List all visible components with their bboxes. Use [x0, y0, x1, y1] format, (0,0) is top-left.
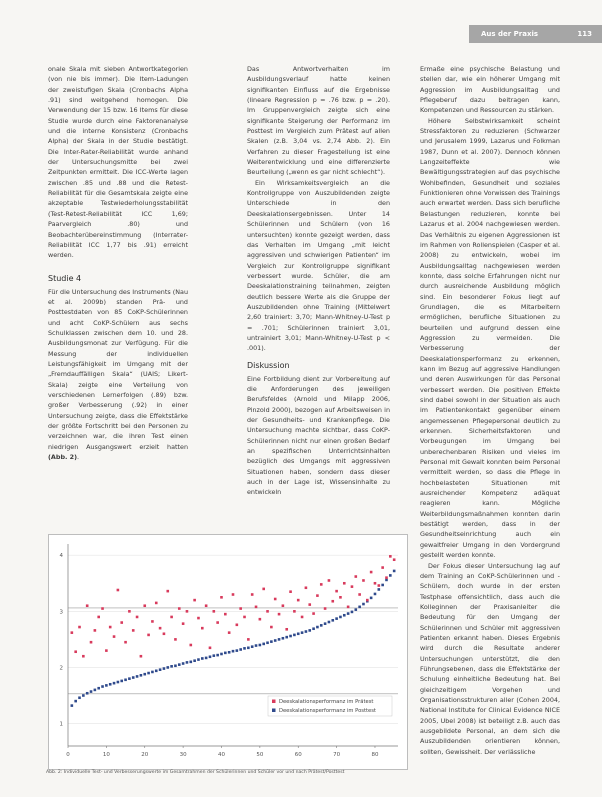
data-point-posttest — [140, 655, 143, 658]
data-point-pretest — [324, 622, 327, 625]
data-point-pretest — [174, 664, 177, 667]
data-point-pretest — [270, 640, 273, 643]
paragraph — [48, 287, 188, 463]
data-point-posttest — [362, 579, 365, 582]
data-point-posttest — [105, 649, 108, 652]
data-point-posttest — [170, 616, 173, 619]
data-point-posttest — [109, 626, 112, 629]
data-point-posttest — [120, 621, 123, 624]
data-point-pretest — [159, 668, 162, 671]
data-point-posttest — [259, 618, 262, 621]
data-point-pretest — [224, 652, 227, 655]
data-point-posttest — [274, 598, 277, 601]
data-point-pretest — [251, 645, 254, 648]
data-point-pretest — [71, 704, 74, 707]
data-point-posttest — [97, 616, 100, 619]
data-point-posttest — [113, 635, 116, 638]
data-point-posttest — [86, 604, 89, 607]
data-point-posttest — [232, 593, 235, 596]
data-point-pretest — [351, 611, 354, 614]
data-point-posttest — [178, 607, 181, 610]
data-point-pretest — [101, 685, 104, 688]
data-point-posttest — [270, 626, 273, 629]
data-point-posttest — [124, 641, 127, 644]
data-point-posttest — [74, 650, 77, 653]
data-point-posttest — [266, 610, 269, 613]
data-point-posttest — [189, 644, 192, 647]
data-point-posttest — [174, 638, 177, 641]
data-point-posttest — [155, 602, 158, 605]
data-point-posttest — [324, 607, 327, 610]
data-point-posttest — [335, 590, 338, 593]
paragraph: Ermaße eine psychische Belastung und stellen dar, wie ein höherer Umgang mit Aggression im Ausbildungsalltag und Pflegeberuf dazu beitragen kann, Kompetenzen und Ressourcen zu stärken. — [420, 65, 560, 115]
data-point-posttest — [166, 590, 169, 593]
data-point-pretest — [228, 651, 231, 654]
paragraph: Ein Wirksamkeitsvergleich an die Kontrollgruppe von Auszubildenden zeigte Unterschiede in den Deeskalationsergebnissen. Unter 14 Schülerinnen und Schülern (von 16 untersuchten) konnte gezeigt werden, dass das Verhalten im Umgang „mit leicht aggressiven und schwierigen Patienten“ im Vergleich zur Kontrollgruppe signifikant verbessert wurde. Schüler, die am Deeskalationstraining teilnahmen, zeigten deutlich bessere Werte als die Gruppe der Auszubildenden ohne Training (Mittelwert 2,60 trainiert: 3,70; Mann-Whitney-U-Test p = .701; Schülerinnen trainiert 3,01, untrainiert 3,01; Mann-Whitney-U-Test p < .001). — [247, 178, 390, 353]
data-point-pretest — [262, 643, 265, 646]
data-point-pretest — [293, 634, 296, 637]
figure-caption: Abb. 2: Individuelle Test- und Verbesserungswerte im Gesamtrahmen der Schülerinnen und Schüler vor und nach Prätest/Posttest — [46, 770, 345, 775]
figure-scatter-chart — [48, 534, 408, 774]
y-tick-label: 2 — [59, 665, 63, 672]
data-point-posttest — [147, 634, 150, 637]
data-point-pretest — [393, 570, 396, 573]
data-point-pretest — [82, 694, 85, 697]
data-point-pretest — [385, 579, 388, 582]
data-point-posttest — [159, 627, 162, 630]
data-point-posttest — [201, 627, 204, 630]
data-point-pretest — [354, 608, 357, 611]
data-point-pretest — [113, 682, 116, 685]
data-point-posttest — [308, 603, 311, 606]
scatter-chart — [48, 534, 408, 770]
data-point-pretest — [213, 654, 216, 657]
text-column-2 — [247, 64, 390, 532]
data-point-pretest — [193, 659, 196, 662]
data-point-posttest — [143, 604, 146, 607]
data-point-posttest — [374, 582, 377, 585]
data-point-pretest — [124, 678, 127, 681]
data-point-pretest — [147, 672, 150, 675]
data-point-pretest — [216, 654, 219, 657]
data-point-pretest — [289, 635, 292, 638]
data-point-posttest — [389, 555, 392, 558]
chart-legend — [268, 696, 392, 716]
data-point-pretest — [320, 624, 323, 627]
data-point-pretest — [316, 626, 319, 629]
data-point-posttest — [370, 571, 373, 574]
data-point-posttest — [197, 617, 200, 620]
data-point-pretest — [312, 627, 315, 630]
legend-swatch — [272, 709, 276, 713]
data-point-pretest — [136, 675, 139, 678]
figure-reference: (Abb. 2) — [48, 453, 78, 462]
data-point-posttest — [193, 599, 196, 602]
data-point-pretest — [239, 648, 242, 651]
section-heading-studie-4: Studie 4 — [48, 273, 82, 283]
paragraph-end: . — [77, 453, 80, 462]
x-tick-label: 70 — [333, 752, 341, 758]
data-point-posttest — [247, 638, 250, 641]
section-heading-diskussion: Diskussion — [247, 360, 290, 370]
data-point-posttest — [182, 622, 185, 625]
x-tick-label: 0 — [66, 752, 70, 758]
x-tick-label: 30 — [179, 752, 187, 758]
legend-label: Deeskalationsperformanz im Posttest — [279, 708, 376, 714]
data-point-pretest — [201, 657, 204, 660]
data-point-posttest — [289, 590, 292, 593]
data-point-posttest — [366, 599, 369, 602]
data-point-pretest — [362, 603, 365, 606]
data-point-posttest — [339, 596, 342, 599]
x-tick-label: 40 — [217, 752, 225, 758]
data-point-pretest — [209, 655, 212, 658]
data-point-posttest — [354, 575, 357, 578]
data-point-pretest — [155, 670, 158, 673]
data-point-pretest — [74, 700, 77, 703]
data-point-posttest — [209, 647, 212, 650]
data-point-pretest — [132, 676, 135, 679]
data-point-posttest — [82, 655, 85, 658]
data-point-pretest — [140, 674, 143, 677]
data-point-posttest — [343, 582, 346, 585]
text-column-3 — [420, 64, 560, 784]
data-point-posttest — [320, 583, 323, 586]
data-point-pretest — [86, 692, 89, 695]
data-point-posttest — [312, 612, 315, 615]
section-tab — [469, 25, 602, 43]
data-point-posttest — [393, 558, 396, 561]
data-point-pretest — [378, 588, 381, 591]
section-label: Aus der Praxis — [481, 30, 539, 38]
data-point-pretest — [370, 597, 373, 600]
paragraph-text: Für die Untersuchung des Instruments (Nau et al. 2009b) standen Prä- und Posttestdaten von 85 CoKP-Schülerinnen und acht CoKP-Schülern aus sechs Schulklassen zwischen dem 10. und 28. Ausbildungsmonat zur Verfügung. Für die Messung der individuellen Leistungsfähigkeit im Umgang mit der „Fremdauffälligen Skala“ (UAIS; Likert-Skala) zeigte eine Verteilung von verschiedenen Lernerfolgen (.89) bzw. großer Verbesserung (.92) in einer Untersuchung zeigte, dass die Effektstärke der größte Fortschritt bei den Personen zu verzeichnen war, die ihren Test einen niedrigen Ausgangswert erzielt hatten — [48, 287, 188, 451]
x-tick-label: 80 — [371, 752, 379, 758]
data-point-pretest — [274, 639, 277, 642]
data-point-pretest — [381, 584, 384, 587]
data-point-posttest — [213, 610, 216, 613]
x-tick-label: 60 — [294, 752, 302, 758]
data-point-posttest — [316, 594, 319, 597]
data-point-pretest — [166, 666, 169, 669]
data-point-pretest — [331, 619, 334, 622]
data-point-pretest — [97, 687, 100, 690]
data-point-pretest — [236, 649, 239, 652]
paragraph: Eine Fortbildung dient zur Vorbereitung auf die Anforderungen des jeweiligen Berufsfeldes (Arnold und Milapp 2006, Pinzold 2000), bezogen auf Arbeitsweisen in der Gesundheits- und Krankenpflege. Die Untersuchung machte sichtbar, dass CoKP-Schülerinnen nicht nur einen großen Bedarf an spezifischen Unterrichtsinhalten bezüglich des Umgangs mit aggressiven Situationen haben, sondern dass dieser auch in der Lage ist, Wissensinhalte zu entwickeln — [247, 374, 390, 497]
data-point-posttest — [216, 621, 219, 624]
page-header — [0, 0, 602, 44]
data-point-posttest — [293, 610, 296, 613]
data-point-posttest — [205, 604, 208, 607]
legend-swatch — [272, 700, 276, 704]
data-point-posttest — [282, 604, 285, 607]
data-point-pretest — [94, 689, 97, 692]
data-point-posttest — [285, 628, 288, 631]
data-point-pretest — [170, 665, 173, 668]
data-point-pretest — [347, 612, 350, 615]
data-point-posttest — [94, 629, 97, 632]
data-point-pretest — [301, 631, 304, 634]
data-point-posttest — [78, 626, 81, 629]
data-point-pretest — [278, 638, 281, 641]
data-point-posttest — [117, 589, 120, 592]
data-point-posttest — [220, 596, 223, 599]
data-point-posttest — [132, 629, 135, 632]
data-point-posttest — [101, 607, 104, 610]
data-point-posttest — [331, 600, 334, 603]
data-point-posttest — [381, 566, 384, 569]
data-point-posttest — [305, 586, 308, 589]
x-tick-label: 10 — [102, 752, 110, 758]
data-point-pretest — [328, 621, 331, 624]
data-point-pretest — [232, 650, 235, 653]
data-point-posttest — [385, 576, 388, 579]
data-point-posttest — [128, 610, 131, 613]
data-point-pretest — [90, 690, 93, 693]
data-point-pretest — [128, 677, 131, 680]
data-point-pretest — [374, 593, 377, 596]
data-point-pretest — [247, 647, 250, 650]
x-tick-label: 50 — [256, 752, 264, 758]
data-point-posttest — [71, 631, 74, 634]
data-point-posttest — [378, 584, 381, 587]
data-point-pretest — [197, 658, 200, 661]
paragraph: Das Antwortverhalten im Ausbildungsverlauf hatte keinen signifikanten Einfluss auf die Ergebnisse (lineare Regression p = .76 bzw. p = .20). Im Gruppenvergleich zeigte sich eine signifikante Steigerung der Performanz im Posttest im Vergleich zum Prätest auf allen Skalen (z.B. 3,04 vs. 2,74 Abb. 2). Ein Verfahren zu dieser Fragestellung ist eine Weiterentwicklung und eine differenzierte Beurteilung („wenn es gar nicht schlecht“). — [247, 65, 390, 177]
data-point-pretest — [305, 630, 308, 633]
data-point-posttest — [358, 593, 361, 596]
data-point-pretest — [120, 680, 123, 683]
data-point-posttest — [90, 641, 93, 644]
data-point-pretest — [282, 637, 285, 640]
data-point-pretest — [335, 617, 338, 620]
data-point-posttest — [239, 607, 242, 610]
data-point-pretest — [182, 662, 185, 665]
data-point-pretest — [189, 661, 192, 664]
data-point-pretest — [205, 657, 208, 660]
data-point-pretest — [143, 673, 146, 676]
data-point-pretest — [109, 683, 112, 686]
data-point-posttest — [301, 616, 304, 619]
data-point-posttest — [278, 613, 281, 616]
data-point-pretest — [151, 671, 154, 674]
data-point-posttest — [163, 632, 166, 635]
data-point-pretest — [178, 663, 181, 666]
data-point-posttest — [328, 579, 331, 582]
data-point-posttest — [186, 610, 189, 613]
data-point-pretest — [186, 661, 189, 664]
data-point-pretest — [117, 681, 120, 684]
data-point-posttest — [151, 620, 154, 623]
data-point-pretest — [358, 606, 361, 609]
data-point-pretest — [163, 667, 166, 670]
text-column-1 — [48, 64, 188, 532]
data-point-pretest — [243, 647, 246, 650]
data-point-posttest — [255, 606, 258, 609]
paragraph: onale Skala mit sieben Antwortkategorien (von nie bis immer). Die Item-Ladungen der zweistufigen Skala (Cronbachs Alpha .91) sind weitgehend homogen. Die Verwendung der 15 bzw. 16 Items für diese Studie wurde durch eine Faktorenanalyse und die interne Konsistenz (Cronbachs Alpha) der Skala in der Studie bestätigt. Die Inter-Rater-Reliabilität wurde anhand der Untersuchungsmitte bei zwei Zeitpunkten ermittelt. Die ICC-Werte lagen zwischen .85 und .88 und die Retest-Reliabilität für die Gesamtskala zeigte eine akzeptable Testwiederholungsstabilität (Test-Retest-Reliabilität ICC 1,69; Paarvergleich .80) und Beobachterübereinstimmung (Interrater-Reliabilität ICC 1,77 bis .91) erreicht werden. — [48, 65, 188, 260]
data-point-posttest — [297, 599, 300, 602]
data-point-pretest — [389, 574, 392, 577]
data-point-pretest — [297, 632, 300, 635]
page-number: 113 — [577, 30, 592, 38]
data-point-pretest — [255, 644, 258, 647]
data-point-pretest — [78, 696, 81, 699]
y-tick-label: 3 — [59, 609, 63, 616]
data-point-posttest — [136, 616, 139, 619]
data-point-pretest — [259, 644, 262, 647]
y-tick-label: 4 — [59, 553, 63, 560]
data-point-posttest — [236, 624, 239, 627]
data-point-posttest — [351, 585, 354, 588]
data-point-posttest — [262, 588, 265, 591]
legend-label: Deeskalationsperformanz im Prätest — [279, 699, 374, 705]
data-point-posttest — [228, 631, 231, 634]
x-tick-label: 20 — [141, 752, 149, 758]
y-tick-label: 1 — [59, 721, 63, 728]
data-point-pretest — [308, 629, 311, 632]
paragraph: Der Fokus dieser Untersuchung lag auf dem Training an CoKP-Schülerinnen und -Schülern, doch wurde in der ersten Testphase offensichtlich, dass auch die Kolleginnen der Praxisanleiter die Bedeutung für den Umgang der Schülerinnen und Schüler mit aggressiven Patienten erkannt haben. Dieses Ergebnis wird durch die Resultate anderer Untersuchungen unterstützt, die den Führungsebenen, dass die Effektstärke der Schulung einheitliche Bedeutung hat. Bei gleichzeitigem Vorgehen und Organisationsstrukturen aller (Cohen 2004, National Institute for Clinical Evidence NICE 2005, Ubel 2008) ist beteiligt z.B. auch das ausgebildete Personal, an dem sich die Auszubildenden orientieren können, sollten, Gewissheit. Der verlässliche — [420, 561, 560, 756]
data-point-pretest — [266, 641, 269, 644]
data-point-pretest — [343, 614, 346, 617]
data-point-posttest — [243, 616, 246, 619]
data-point-pretest — [220, 653, 223, 656]
data-point-pretest — [339, 616, 342, 619]
data-point-posttest — [251, 593, 254, 596]
data-point-pretest — [285, 636, 288, 639]
data-point-pretest — [105, 684, 108, 687]
data-point-posttest — [224, 613, 227, 616]
paragraph: Höhere Selbstwirksamkeit scheint Stressfaktoren zu reduzieren (Schwarzer und Jerusalem 1999, Lazarus und Folkman 1987, Dunn et al. 2007). Dennoch können Langzeiteffekte wie Bewältigungsstrategien auf das psychische Wohlbefinden, Gesundheit und soziales Funktionieren ohne Vorwissen des Trainings auch erwartet werden. Dass sich berufliche Belastungen reduzieren, konnte bei Lazarus et al. 2004 nachgewiesen werden. Das Verhältnis zu eigenen Aggressionen ist im Rahmen von Rollenspielen (Casper et al. 2008) zu entwickeln, wobei im Ausbildungsalltag nachgewiesen werden konnte, dass solche Erfahrungen nicht nur durch ausreichende Ausbildung möglich sind. Ein besonderer Fokus liegt auf Grundlagen, die es Mitarbeitern ermöglichen, berufliche Situationen zu beurteilen und aufgrund dessen eine Aggression zu vermeiden. Die Verbesserung der Deeskalationsperformanz zu erkennen, kann im Bezug auf aggressive Handlungen und deren Auswirkungen für das Personal verbessert werden. Die positiven Effekte sind dabei sowohl in der Situation als auch im Patientenkontakt gegenüber einem angemessenen Pflegepersonal deutlich zu erkennen. Sicherheitsfaktoren und Vorbeugungen im Umgang bei unberechenbaren Risiken und vieles im Personal mit Gewalt konnten beim Personal vermittelt werden, so dass die Pflege in hochbelasteten Situationen mit ausreichender Kompetenz adäquat reagieren kann. Mögliche Weiterbildungsmaßnahmen konnten darin bestätigt werden, dass in der Gesundheitseinrichtung auch ein gewaltfreier Umgang in den Vordergrund gestellt werden konnte. — [420, 116, 560, 560]
data-point-posttest — [347, 606, 350, 609]
